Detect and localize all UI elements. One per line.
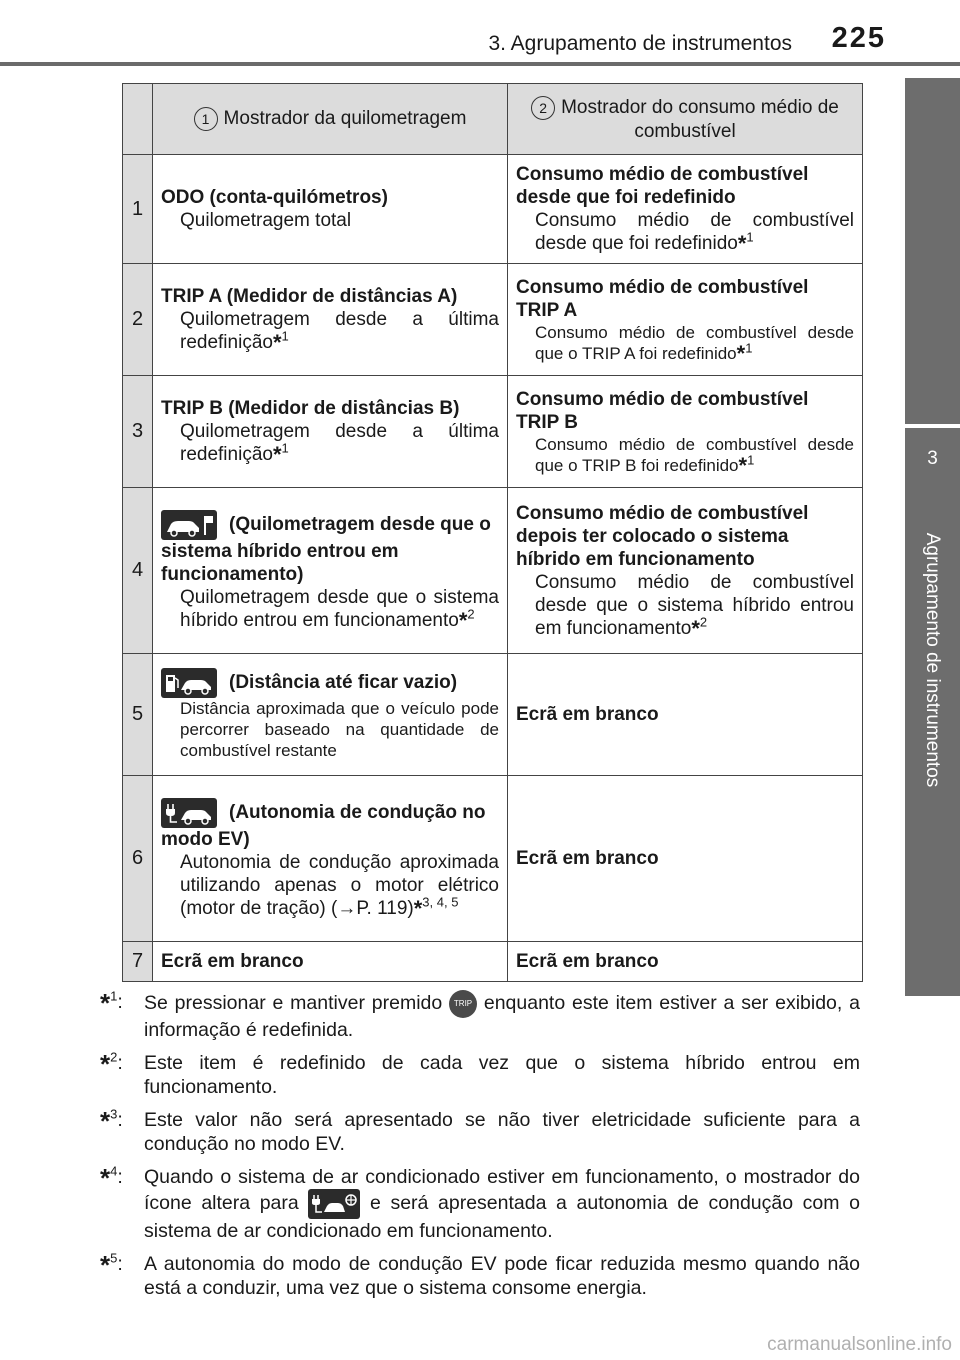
row-col-1	[153, 942, 508, 982]
footnote	[100, 1108, 860, 1156]
footnote-ref: 2	[467, 606, 475, 622]
plug-car-icon	[161, 798, 217, 828]
row-col-2	[508, 264, 863, 376]
item-desc-wrap	[161, 851, 499, 920]
item-title: TRIP A (Medidor de distâncias A)	[161, 286, 458, 307]
row-number: 7	[123, 942, 153, 982]
row-number: 6	[123, 776, 153, 942]
footnote-ref: 1	[747, 451, 755, 467]
table-row	[123, 376, 863, 488]
info-table	[122, 83, 863, 982]
side-tab-label: Agrupamento de instrumentos	[922, 532, 943, 788]
row-col-2	[508, 654, 863, 776]
asterisk-mark: *	[272, 442, 282, 467]
footnotes	[100, 990, 860, 1309]
asterisk-mark: *	[737, 231, 747, 256]
footnote-text: Quando o sistema de ar condicionado estiver em funcionamento, o mostrador do ícone altera para	[144, 1166, 860, 1215]
item-title: (Distância até ficar vazio)	[229, 672, 458, 694]
section-title: 3. Agrupamento de instrumentos	[488, 32, 792, 55]
header-col-2	[508, 84, 863, 155]
item-desc: Consumo médio de combustível desde que o TRIP A foi redefinido	[535, 322, 854, 363]
item-desc: Consumo médio de combustível desde que o sistema híbrido entrou em funcionamento	[535, 571, 854, 639]
footnote-ref: 1	[281, 328, 289, 344]
footnote	[100, 1252, 860, 1300]
car-flag-icon	[161, 510, 217, 540]
item-desc-wrap	[161, 420, 499, 466]
row-col-2	[508, 488, 863, 654]
asterisk-mark: *	[458, 607, 468, 633]
footnote-text: Este item é redefinido de cada vez que o sistema híbrido entrou em funcionamento.	[144, 1052, 860, 1098]
item-desc-wrap	[516, 209, 854, 255]
item-title: (Autonomia de condução no modo EV)	[161, 801, 486, 850]
page-number: 225	[831, 22, 886, 54]
row-col-1	[153, 376, 508, 488]
header-rule	[0, 62, 960, 66]
item-desc-wrap	[161, 308, 499, 354]
row-col-2	[508, 155, 863, 264]
footnote-text: Se pressionar e mantiver premido	[144, 992, 443, 1015]
item-title: TRIP B (Medidor de distâncias B)	[161, 398, 460, 419]
item-desc-wrap	[516, 434, 854, 476]
asterisk-mark: *	[272, 330, 282, 355]
footnote-text: enquanto este item estiver a ser exibido, a informação é redefinida.	[144, 992, 860, 1041]
asterisk-mark: *	[413, 895, 423, 921]
row-col-1	[153, 776, 508, 942]
row-number: 1	[123, 155, 153, 264]
asterisk-mark: *	[691, 615, 700, 641]
row-col-2	[508, 942, 863, 982]
trip-button-icon: TRIP	[449, 990, 477, 1018]
header-num-cell	[123, 84, 153, 155]
item-title-wrap	[161, 668, 499, 698]
row-number: 4	[123, 488, 153, 654]
item-desc: Distância aproximada que o veículo pode percorrer baseado na quantidade de combustível restante	[180, 699, 499, 760]
table-row	[123, 155, 863, 264]
item-title: Ecrã em branco	[516, 951, 659, 972]
item-desc: Consumo médio de combustível desde que o TRIP B foi redefinido	[535, 434, 854, 475]
item-title-wrap	[161, 798, 499, 851]
table-row	[123, 488, 863, 654]
fuel-pump-car-icon	[161, 668, 217, 698]
footnote-marker: *$^5$:	[100, 1250, 123, 1280]
item-desc: Quilometragem desde a última redefinição	[180, 309, 499, 353]
circled-number: 1	[194, 107, 218, 131]
footnote-ref: 2	[699, 614, 708, 630]
row-col-1	[153, 264, 508, 376]
item-title: ODO (conta-quilómetros)	[161, 187, 388, 208]
item-title: Consumo médio de combustível TRIP A	[516, 276, 809, 321]
item-title: (Quilometragem desde que o sistema híbrido entrou em funcionamento)	[161, 513, 491, 585]
row-number: 2	[123, 264, 153, 376]
footnote-ref: 1	[745, 339, 753, 355]
row-col-1	[153, 654, 508, 776]
footnote-text: e será apresentada a autonomia de condução com o sistema de ar condicionado em funcionamento.	[144, 1192, 860, 1242]
footnote-marker: *$^4$:	[100, 1163, 123, 1193]
watermark: carmanualsonline.info	[767, 1334, 952, 1355]
row-number: 3	[123, 376, 153, 488]
row-col-1	[153, 155, 508, 264]
footnote-ref: 1	[746, 229, 754, 245]
side-tab-number: 3	[927, 448, 938, 469]
item-title: Ecrã em branco	[516, 848, 659, 869]
table-row	[123, 942, 863, 982]
footnote	[100, 1051, 860, 1099]
item-desc: Quilometragem desde que o sistema híbrido entrou em funcionamento	[180, 586, 499, 631]
item-desc: Quilometragem desde a última redefinição	[180, 421, 499, 465]
item-desc: Consumo médio de combustível desde que foi redefinido	[535, 210, 854, 254]
item-title: Consumo médio de combustível depois ter colocado o sistema híbrido em funcionamento	[516, 502, 809, 570]
row-col-1	[153, 488, 508, 654]
item-title: Consumo médio de combustível TRIP B	[516, 388, 809, 433]
header-col-1	[153, 84, 508, 155]
footnote-marker: *$^2$:	[100, 1049, 123, 1079]
plug-car-fan-icon	[308, 1189, 360, 1219]
table-row	[123, 264, 863, 376]
table-header-row	[123, 84, 863, 155]
footnote	[100, 990, 860, 1042]
row-col-2	[508, 776, 863, 942]
asterisk-mark: *	[736, 340, 746, 366]
item-desc-wrap	[161, 586, 499, 632]
circled-number: 2	[531, 96, 555, 120]
footnote-ref: 1	[281, 440, 289, 456]
header-label: Mostrador do consumo médio de combustível	[561, 96, 839, 142]
item-desc-wrap	[516, 322, 854, 364]
footnote-text: Este valor não será apresentado se não tiver eletricidade suficiente para a condução no modo EV.	[144, 1109, 860, 1155]
item-title-wrap	[161, 510, 499, 586]
footnote	[100, 1165, 860, 1243]
item-desc-wrap	[516, 571, 854, 640]
footnote-marker: *$^1$:	[100, 988, 123, 1018]
item-title: Ecrã em branco	[516, 704, 659, 725]
footnote-ref: 3, 4, 5	[422, 894, 459, 910]
asterisk-mark: *	[738, 452, 748, 478]
table-row	[123, 654, 863, 776]
item-desc: Quilometragem total	[180, 210, 352, 231]
row-number: 5	[123, 654, 153, 776]
table-row	[123, 776, 863, 942]
footnote-text: A autonomia do modo de condução EV pode ficar reduzida mesmo quando não está a conduzir, uma vez que o sistema consome energia.	[144, 1253, 860, 1299]
item-title: Ecrã em branco	[161, 951, 304, 972]
item-desc: Autonomia de condução aproximada utilizando apenas o motor elétrico (motor de tração) (→P. 119)	[180, 851, 499, 919]
footnote-marker: *$^3$:	[100, 1106, 123, 1136]
row-col-2	[508, 376, 863, 488]
item-title: Consumo médio de combustível desde que foi redefinido	[516, 164, 809, 208]
header-label: Mostrador da quilometragem	[223, 108, 467, 130]
